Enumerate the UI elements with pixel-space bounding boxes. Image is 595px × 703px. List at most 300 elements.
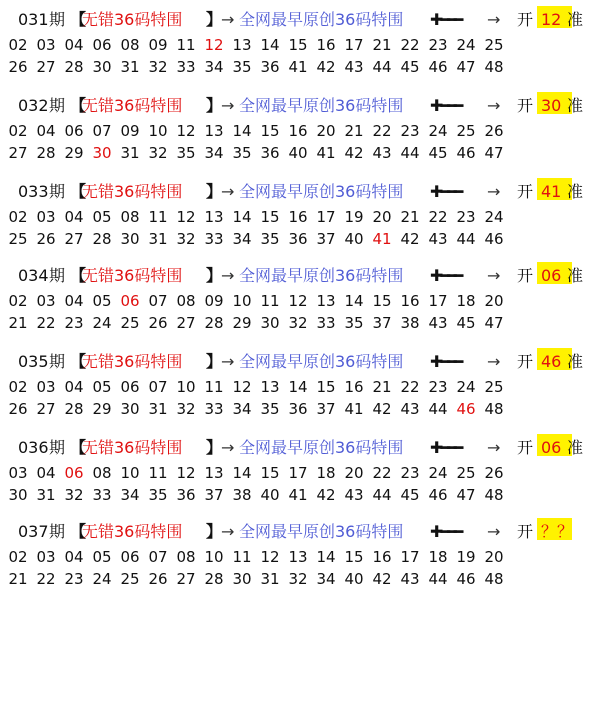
zhun-label: 准 xyxy=(567,96,584,115)
number-cell: 16 xyxy=(288,122,308,140)
number-cell: 06 xyxy=(64,122,84,140)
number-cell: 15 xyxy=(260,122,280,140)
number-cell: 20 xyxy=(484,292,504,310)
number-cell: 02 xyxy=(8,36,28,54)
zhun-label: 准 xyxy=(567,352,584,371)
number-cell: 32 xyxy=(176,400,196,418)
number-cell: 02 xyxy=(8,292,28,310)
number-cell: 12 xyxy=(176,464,196,482)
number-cell: 27 xyxy=(36,58,56,76)
number-cell: 04 xyxy=(36,464,56,482)
number-cell: 22 xyxy=(400,36,420,54)
number-cell: 42 xyxy=(400,230,420,248)
title-text: 无错36码特围 xyxy=(82,10,183,29)
number-cell: 44 xyxy=(400,144,420,162)
number-cell: 16 xyxy=(400,292,420,310)
number-cell: 30 xyxy=(260,314,280,332)
number-cell: 40 xyxy=(288,144,308,162)
number-cell: 44 xyxy=(372,486,392,504)
period-block xyxy=(0,6,595,78)
number-cell: 14 xyxy=(232,464,252,482)
number-cell: 35 xyxy=(260,400,280,418)
number-cell: 21 xyxy=(372,36,392,54)
number-cell: 19 xyxy=(344,208,364,226)
number-cell: 24 xyxy=(92,314,112,332)
arrow-icon: → xyxy=(221,182,235,201)
period-number: 036 xyxy=(18,438,49,457)
number-cell: 34 xyxy=(204,58,224,76)
title-text: 无错36码特围 xyxy=(82,522,183,541)
number-cell: 36 xyxy=(260,58,280,76)
number-cell: 26 xyxy=(8,58,28,76)
number-cell: 43 xyxy=(400,400,420,418)
qi-label: 期 xyxy=(49,10,66,29)
number-cell: 46 xyxy=(456,400,476,418)
zhun-label: 准 xyxy=(567,10,584,29)
number-cell: 10 xyxy=(232,292,252,310)
dash-arrow-icon: ✚━━━ xyxy=(430,10,461,29)
number-cell: 15 xyxy=(260,464,280,482)
number-cell: 17 xyxy=(288,464,308,482)
qi-label: 期 xyxy=(49,522,66,541)
number-cell: 34 xyxy=(232,400,252,418)
number-cell: 20 xyxy=(344,464,364,482)
number-cell: 36 xyxy=(260,144,280,162)
arrow-icon: → xyxy=(487,266,501,285)
number-cell: 14 xyxy=(344,292,364,310)
number-cell: 35 xyxy=(260,230,280,248)
number-cell: 42 xyxy=(316,486,336,504)
number-cell: 41 xyxy=(344,400,364,418)
number-cell: 33 xyxy=(176,58,196,76)
arrow-icon: → xyxy=(221,96,235,115)
number-cell: 03 xyxy=(36,378,56,396)
arrow-icon: → xyxy=(221,10,235,29)
number-cell: 25 xyxy=(484,36,504,54)
number-cell: 03 xyxy=(36,292,56,310)
number-cell: 30 xyxy=(232,570,252,588)
number-cell: 34 xyxy=(232,230,252,248)
arrow-icon: → xyxy=(221,266,235,285)
number-cell: 24 xyxy=(92,570,112,588)
number-cell: 45 xyxy=(456,314,476,332)
right-bracket: 】 xyxy=(206,522,223,541)
number-cell: 21 xyxy=(8,314,28,332)
kai-label: 开 xyxy=(517,96,534,115)
number-row xyxy=(0,398,595,420)
number-cell: 42 xyxy=(316,58,336,76)
number-row xyxy=(0,120,595,142)
number-cell: 22 xyxy=(428,208,448,226)
qi-label: 期 xyxy=(49,266,66,285)
number-cell: 38 xyxy=(400,314,420,332)
number-cell: 24 xyxy=(428,122,448,140)
number-cell: 21 xyxy=(372,378,392,396)
number-cell: 20 xyxy=(372,208,392,226)
number-cell: 03 xyxy=(36,36,56,54)
number-cell: 44 xyxy=(456,230,476,248)
number-cell: 35 xyxy=(232,58,252,76)
number-cell: 13 xyxy=(232,36,252,54)
number-cell: 24 xyxy=(484,208,504,226)
number-cell: 28 xyxy=(204,314,224,332)
arrow-icon: → xyxy=(487,352,501,371)
number-cell: 37 xyxy=(316,400,336,418)
number-cell: 09 xyxy=(148,36,168,54)
number-cell: 08 xyxy=(120,36,140,54)
period-header xyxy=(0,178,595,206)
number-cell: 04 xyxy=(64,548,84,566)
number-cell: 27 xyxy=(176,570,196,588)
number-cell: 15 xyxy=(344,548,364,566)
number-cell: 12 xyxy=(288,292,308,310)
number-cell: 27 xyxy=(64,230,84,248)
number-cell: 36 xyxy=(288,400,308,418)
number-cell: 31 xyxy=(120,144,140,162)
number-cell: 45 xyxy=(428,144,448,162)
arrow-icon: → xyxy=(221,522,235,541)
left-bracket: 【 xyxy=(70,266,87,285)
number-cell: 22 xyxy=(372,464,392,482)
number-cell: 06 xyxy=(92,36,112,54)
number-cell: 33 xyxy=(204,230,224,248)
arrow-icon: → xyxy=(221,438,235,457)
period-header xyxy=(0,262,595,290)
period-number: 033 xyxy=(18,182,49,201)
period-header xyxy=(0,6,595,34)
number-cell: 04 xyxy=(64,208,84,226)
number-cell: 20 xyxy=(316,122,336,140)
number-cell: 45 xyxy=(400,58,420,76)
result-value: 46 xyxy=(541,352,562,371)
arrow-icon: → xyxy=(487,182,501,201)
number-cell: 47 xyxy=(484,314,504,332)
number-cell: 41 xyxy=(372,230,392,248)
number-row xyxy=(0,290,595,312)
number-cell: 25 xyxy=(484,378,504,396)
result-value: 06 xyxy=(541,266,562,285)
number-row xyxy=(0,142,595,164)
number-cell: 08 xyxy=(92,464,112,482)
number-cell: 46 xyxy=(484,230,504,248)
title-text: 无错36码特围 xyxy=(82,352,183,371)
number-cell: 12 xyxy=(232,378,252,396)
number-cell: 37 xyxy=(316,230,336,248)
qi-label: 期 xyxy=(49,352,66,371)
number-cell: 02 xyxy=(8,548,28,566)
number-cell: 17 xyxy=(400,548,420,566)
number-cell: 23 xyxy=(456,208,476,226)
number-cell: 43 xyxy=(428,230,448,248)
period-header xyxy=(0,348,595,376)
number-cell: 46 xyxy=(428,58,448,76)
number-cell: 02 xyxy=(8,122,28,140)
number-cell: 05 xyxy=(92,378,112,396)
title-text: 无错36码特围 xyxy=(82,96,183,115)
number-cell: 13 xyxy=(204,122,224,140)
slogan-text: 全网最早原创36码特围 xyxy=(239,10,404,29)
number-row xyxy=(0,312,595,334)
dash-arrow-icon: ✚━━━ xyxy=(430,182,461,201)
qi-label: 期 xyxy=(49,96,66,115)
number-cell: 48 xyxy=(484,486,504,504)
dash-arrow-icon: ✚━━━ xyxy=(430,96,461,115)
number-cell: 40 xyxy=(344,570,364,588)
number-cell: 46 xyxy=(456,144,476,162)
number-cell: 34 xyxy=(316,570,336,588)
number-cell: 03 xyxy=(36,208,56,226)
number-row xyxy=(0,56,595,78)
number-cell: 21 xyxy=(400,208,420,226)
right-bracket: 】 xyxy=(206,352,223,371)
number-cell: 35 xyxy=(176,144,196,162)
number-cell: 02 xyxy=(8,208,28,226)
number-cell: 11 xyxy=(148,464,168,482)
number-cell: 05 xyxy=(92,548,112,566)
slogan-text: 全网最早原创36码特围 xyxy=(239,438,404,457)
number-cell: 30 xyxy=(92,58,112,76)
number-cell: 04 xyxy=(64,36,84,54)
number-cell: 21 xyxy=(8,570,28,588)
number-cell: 32 xyxy=(176,230,196,248)
number-cell: 42 xyxy=(372,400,392,418)
number-cell: 33 xyxy=(316,314,336,332)
number-cell: 16 xyxy=(372,548,392,566)
left-bracket: 【 xyxy=(70,96,87,115)
number-cell: 40 xyxy=(344,230,364,248)
number-cell: 30 xyxy=(92,144,112,162)
number-row xyxy=(0,376,595,398)
number-cell: 26 xyxy=(148,314,168,332)
slogan-text: 全网最早原创36码特围 xyxy=(239,522,404,541)
number-cell: 07 xyxy=(148,292,168,310)
number-cell: 11 xyxy=(176,36,196,54)
number-cell: 15 xyxy=(372,292,392,310)
number-cell: 28 xyxy=(204,570,224,588)
number-cell: 35 xyxy=(148,486,168,504)
number-cell: 35 xyxy=(232,144,252,162)
number-cell: 10 xyxy=(148,122,168,140)
number-cell: 48 xyxy=(484,58,504,76)
number-row xyxy=(0,462,595,484)
result-value: 30 xyxy=(541,96,562,115)
right-bracket: 】 xyxy=(206,182,223,201)
number-cell: 26 xyxy=(8,400,28,418)
number-cell: 13 xyxy=(204,208,224,226)
number-cell: 27 xyxy=(36,400,56,418)
number-cell: 46 xyxy=(456,570,476,588)
number-cell: 28 xyxy=(64,58,84,76)
number-cell: 33 xyxy=(92,486,112,504)
number-cell: 25 xyxy=(120,570,140,588)
number-cell: 16 xyxy=(288,208,308,226)
left-bracket: 【 xyxy=(70,438,87,457)
number-cell: 17 xyxy=(344,36,364,54)
right-bracket: 】 xyxy=(206,10,223,29)
right-bracket: 】 xyxy=(206,96,223,115)
number-cell: 05 xyxy=(92,292,112,310)
number-cell: 06 xyxy=(120,378,140,396)
number-cell: 23 xyxy=(400,122,420,140)
number-cell: 12 xyxy=(176,208,196,226)
number-cell: 27 xyxy=(176,314,196,332)
number-cell: 41 xyxy=(288,486,308,504)
number-cell: 34 xyxy=(120,486,140,504)
number-cell: 28 xyxy=(36,144,56,162)
number-cell: 04 xyxy=(64,378,84,396)
number-cell: 31 xyxy=(148,400,168,418)
number-cell: 30 xyxy=(8,486,28,504)
kai-label: 开 xyxy=(517,352,534,371)
number-row xyxy=(0,484,595,506)
period-block xyxy=(0,434,595,506)
zhun-label: 准 xyxy=(567,266,584,285)
period-block xyxy=(0,348,595,420)
number-cell: 15 xyxy=(260,208,280,226)
number-cell: 24 xyxy=(456,36,476,54)
right-bracket: 】 xyxy=(206,438,223,457)
number-cell: 15 xyxy=(288,36,308,54)
number-cell: 23 xyxy=(64,314,84,332)
number-cell: 44 xyxy=(428,400,448,418)
number-cell: 12 xyxy=(204,36,224,54)
number-cell: 44 xyxy=(428,570,448,588)
number-cell: 15 xyxy=(316,378,336,396)
number-cell: 04 xyxy=(64,292,84,310)
left-bracket: 【 xyxy=(70,182,87,201)
number-cell: 07 xyxy=(92,122,112,140)
number-row xyxy=(0,34,595,56)
number-cell: 11 xyxy=(148,208,168,226)
number-cell: 32 xyxy=(64,486,84,504)
number-cell: 46 xyxy=(428,486,448,504)
period-number: 032 xyxy=(18,96,49,115)
number-cell: 23 xyxy=(428,378,448,396)
number-cell: 43 xyxy=(344,486,364,504)
number-cell: 14 xyxy=(316,548,336,566)
number-cell: 43 xyxy=(400,570,420,588)
number-cell: 24 xyxy=(428,464,448,482)
number-cell: 14 xyxy=(288,378,308,396)
number-cell: 25 xyxy=(456,122,476,140)
number-cell: 18 xyxy=(456,292,476,310)
number-cell: 11 xyxy=(260,292,280,310)
number-cell: 32 xyxy=(288,570,308,588)
result-value: 06 xyxy=(541,438,562,457)
number-cell: 10 xyxy=(120,464,140,482)
arrow-icon: → xyxy=(487,96,501,115)
number-cell: 13 xyxy=(316,292,336,310)
left-bracket: 【 xyxy=(70,10,87,29)
number-cell: 40 xyxy=(260,486,280,504)
result-value: ？？ xyxy=(541,522,574,541)
number-row xyxy=(0,228,595,250)
number-cell: 06 xyxy=(120,292,140,310)
number-cell: 25 xyxy=(456,464,476,482)
zhun-label: 准 xyxy=(567,438,584,457)
number-cell: 05 xyxy=(92,208,112,226)
number-cell: 36 xyxy=(288,230,308,248)
number-cell: 03 xyxy=(36,548,56,566)
number-cell: 23 xyxy=(428,36,448,54)
arrow-icon: → xyxy=(221,352,235,371)
number-cell: 10 xyxy=(176,378,196,396)
number-cell: 09 xyxy=(204,292,224,310)
number-cell: 12 xyxy=(176,122,196,140)
number-cell: 12 xyxy=(260,548,280,566)
arrow-icon: → xyxy=(487,438,501,457)
number-cell: 28 xyxy=(92,230,112,248)
number-cell: 20 xyxy=(484,548,504,566)
number-cell: 16 xyxy=(316,36,336,54)
number-cell: 36 xyxy=(176,486,196,504)
number-cell: 47 xyxy=(484,144,504,162)
qi-label: 期 xyxy=(49,182,66,201)
number-cell: 08 xyxy=(176,292,196,310)
result-value: 41 xyxy=(541,182,562,201)
number-cell: 26 xyxy=(148,570,168,588)
number-cell: 08 xyxy=(120,208,140,226)
number-cell: 23 xyxy=(400,464,420,482)
number-cell: 03 xyxy=(8,464,28,482)
number-cell: 31 xyxy=(260,570,280,588)
number-cell: 42 xyxy=(372,570,392,588)
kai-label: 开 xyxy=(517,266,534,285)
kai-label: 开 xyxy=(517,10,534,29)
number-cell: 13 xyxy=(260,378,280,396)
number-cell: 09 xyxy=(120,122,140,140)
number-cell: 13 xyxy=(204,464,224,482)
number-cell: 29 xyxy=(232,314,252,332)
kai-label: 开 xyxy=(517,438,534,457)
number-cell: 25 xyxy=(120,314,140,332)
number-cell: 45 xyxy=(400,486,420,504)
number-cell: 34 xyxy=(204,144,224,162)
number-cell: 19 xyxy=(456,548,476,566)
left-bracket: 【 xyxy=(70,352,87,371)
period-block xyxy=(0,92,595,164)
number-cell: 04 xyxy=(36,122,56,140)
number-cell: 37 xyxy=(372,314,392,332)
number-cell: 07 xyxy=(148,378,168,396)
number-cell: 29 xyxy=(64,144,84,162)
number-cell: 22 xyxy=(400,378,420,396)
period-header xyxy=(0,434,595,462)
title-text: 无错36码特围 xyxy=(82,182,183,201)
dash-arrow-icon: ✚━━━ xyxy=(430,266,461,285)
number-cell: 11 xyxy=(204,378,224,396)
number-cell: 22 xyxy=(36,314,56,332)
number-cell: 47 xyxy=(456,486,476,504)
period-number: 034 xyxy=(18,266,49,285)
arrow-icon: → xyxy=(487,522,501,541)
dash-arrow-icon: ✚━━━ xyxy=(430,438,461,457)
dash-arrow-icon: ✚━━━ xyxy=(430,522,461,541)
title-text: 无错36码特围 xyxy=(82,266,183,285)
kai-label: 开 xyxy=(517,182,534,201)
number-cell: 41 xyxy=(316,144,336,162)
number-cell: 02 xyxy=(8,378,28,396)
number-cell: 30 xyxy=(120,400,140,418)
number-row xyxy=(0,568,595,590)
number-cell: 24 xyxy=(456,378,476,396)
number-cell: 10 xyxy=(204,548,224,566)
result-value: 12 xyxy=(541,10,562,29)
period-number: 035 xyxy=(18,352,49,371)
number-cell: 22 xyxy=(372,122,392,140)
period-header xyxy=(0,92,595,120)
number-cell: 33 xyxy=(204,400,224,418)
